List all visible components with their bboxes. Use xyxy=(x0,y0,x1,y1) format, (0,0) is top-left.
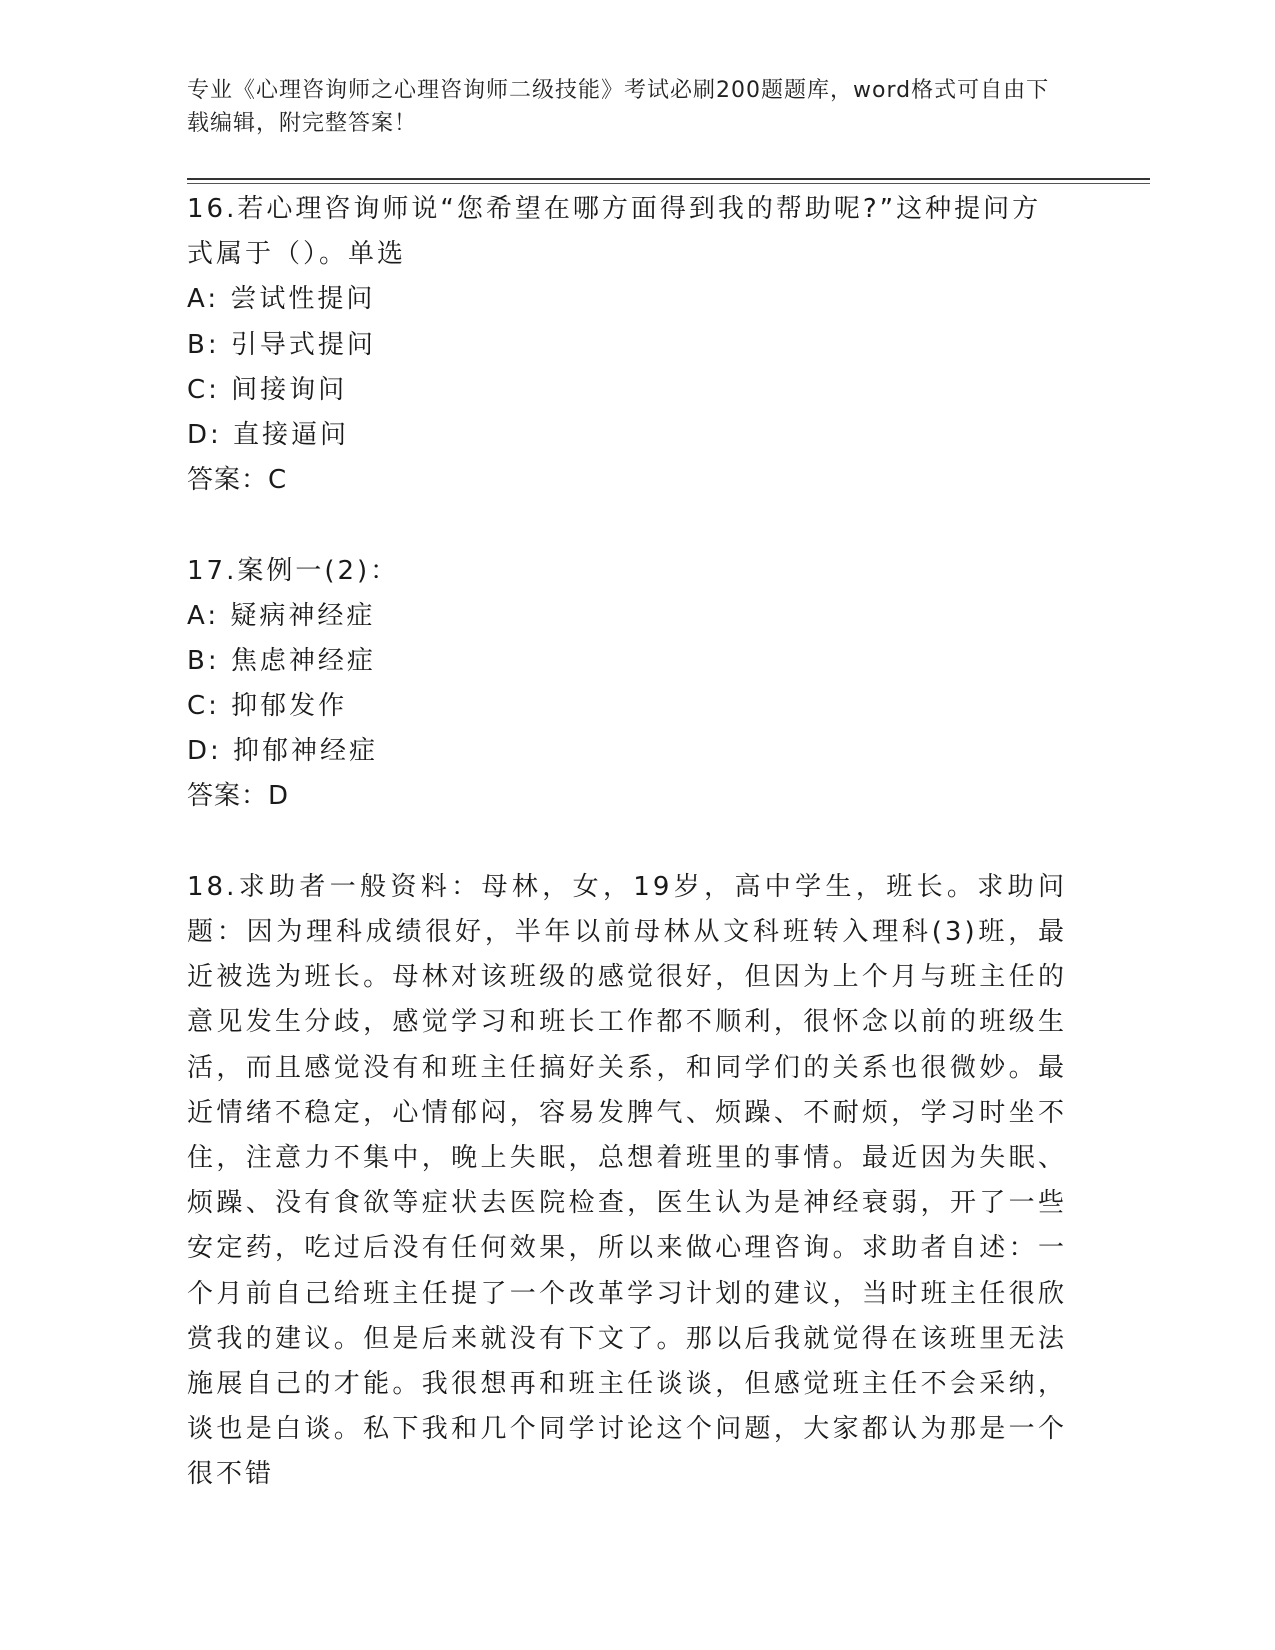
option-d: D: 抑郁神经症 xyxy=(187,736,379,767)
header-divider-thick xyxy=(187,178,1150,180)
option-b: B: 焦虑神经症 xyxy=(187,645,376,676)
question-stem: 16.若心理咨询师说“您希望在哪方面得到我的帮助呢?”这种提问方式属于（）。单选 xyxy=(187,194,1042,270)
question-stem: 17.案例一(2)： xyxy=(187,555,400,586)
question-list xyxy=(187,187,1067,1498)
option-a: A: 尝试性提问 xyxy=(187,284,376,315)
option-c: C: 抑郁发作 xyxy=(187,691,348,722)
question-17 xyxy=(187,549,1067,820)
spacer xyxy=(187,820,1067,865)
option-c: C: 间接询问 xyxy=(187,374,348,405)
spacer xyxy=(187,503,1067,548)
option-b: B: 引导式提问 xyxy=(187,329,376,360)
answer-line: 答案：C xyxy=(187,465,288,496)
option-d: D: 直接逼问 xyxy=(187,419,350,450)
document-header: 专业《心理咨询师之心理咨询师二级技能》考试必刷200题题库，word格式可自由下载编辑，附完整答案！ xyxy=(187,78,1050,136)
answer-line: 答案：D xyxy=(187,781,290,812)
question-18-case-text: 18.求助者一般资料：母林，女，19岁，高中学生，班长。求助问题：因为理科成绩很好，半年以前母林从文科班转入理科(3)班，最近被选为班长。母林对该班级的感觉很好，但因为上个月与班主任的意见发生分歧，感觉学习和班长工作都不顺利，很怀念以前的班级生活，而且感觉没有和班主任搞好关系，和同学们的关系也很微妙。最近情绪不稳定，心情郁闷，容易发脾气、烦躁、不耐烦，学习时坐不住，注意力不集中，晚上失眠，总想着班里的事情。最近因为失眠、烦躁、没有食欲等症状去医院检查，医生认为是神经衰弱，开了一些安定药，吃过后没有任何效果，所以来做心理咨询。求助者自述：一个月前自己给班主任提了一个改革学习计划的建议，当时班主任很欣赏我的建议。但是后来就没有下文了。那以后我就觉得在该班里无法施展自己的才能。我很想再和班主任谈谈，但感觉班主任不会采纳，谈也是白谈。私下我和几个同学讨论这个问题，大家都认为那是一个很不错 xyxy=(187,871,1067,1490)
option-a: A: 疑病神经症 xyxy=(187,600,376,631)
header-divider-thin xyxy=(187,183,1150,184)
question-16 xyxy=(187,187,1067,503)
